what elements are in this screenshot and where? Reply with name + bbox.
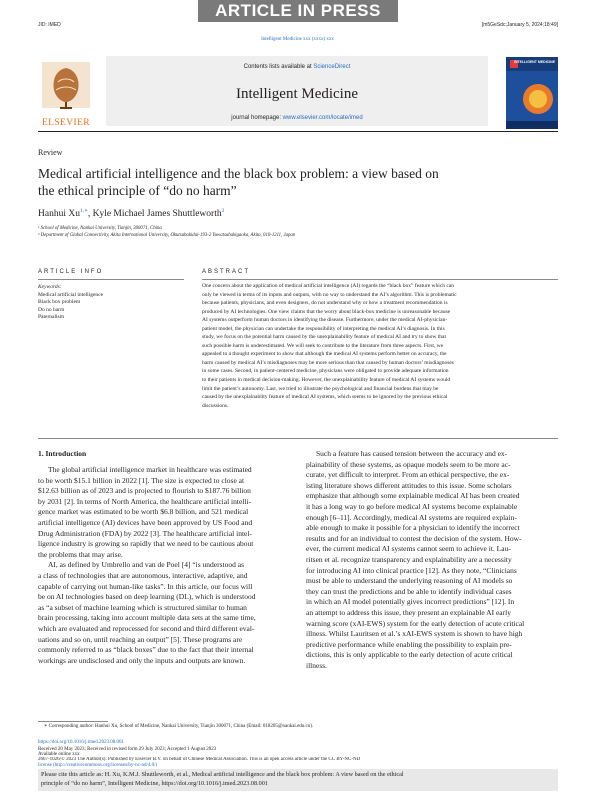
publisher-wordmark: ELSEVIER xyxy=(41,118,91,128)
body-line: commonly referred to as “black boxes” due to the fact that their internal xyxy=(38,645,254,655)
section-heading-introduction: 1. Introduction xyxy=(38,449,87,458)
homepage-line xyxy=(106,114,488,122)
body-line: for introducing AI into clinical practice [12]. As they note, “Clinicians xyxy=(306,565,517,575)
copyright-line: 2667-1026/© 2023 The Author(s). Published by Elsevier B.V. on behalf of Chinese Medical Association. This is an open access article under the CC BY-NC-ND xyxy=(38,757,361,762)
body-line: curate, yet difficult to interpret. From an ethical perspective, the ex- xyxy=(306,470,510,480)
body-line: must be able to understand the underlying reasoning of AI models so xyxy=(306,576,513,586)
body-line: brain processing, taking into account multiple data sets at the same time, xyxy=(38,613,256,623)
body-line: to be worth $15.1 billion in 2022 [1]. The size is expected to close at xyxy=(38,475,245,485)
intro-left-column xyxy=(38,465,290,666)
body-line: a class of technologies that are autonomous, interactive, adaptive, and xyxy=(38,570,248,580)
body-line: illness. xyxy=(306,660,328,670)
body-line: enough [6–11]. Accordingly, medical AI systems are required explain- xyxy=(306,512,517,522)
body-line: ever, the current medical AI systems cannot seem to achieve it. Lau- xyxy=(306,544,511,554)
doi-link[interactable]: https://doi.org/10.1016/j.imed.2023.08.001 xyxy=(38,740,125,745)
body-line: an attempt to address this issue, they present an explainable AI early xyxy=(306,607,511,617)
body-line: The global artificial intelligence market in healthcare was estimated xyxy=(48,465,252,474)
elsevier-logo xyxy=(38,60,94,126)
body-line: in which an AI model potentially gives incorrect predictions” [12]. In xyxy=(306,597,515,607)
body-line: they can trust the predictions and be able to identify individual cases xyxy=(306,586,512,596)
body-line: the problems that may arise. xyxy=(38,549,123,559)
body-line: illness. Whilst Lauritsen et al.’s xAI-EWS system is shown to have high xyxy=(306,629,523,639)
abstract-bottom-rule xyxy=(38,438,558,439)
abstract-line: such possible harm is underestimated. We will seek to contribute to the literature from three aspects. First, we xyxy=(202,342,444,349)
abstract-line: only be viewed in terms of its inputs and outputs, with no way to understand the AI’s algorithm. This is problematic xyxy=(202,291,457,298)
article-info-rule xyxy=(38,279,184,280)
body-line: be on AI technologies based on deep learning (DL), which is understood xyxy=(38,592,256,602)
abstract-line: study, we focus on the potential harm caused by the unexplainability feature of medical AI and try to show that xyxy=(202,334,447,341)
body-line: ligence industry is growing so rapidly that we need to be cautious about xyxy=(38,539,254,549)
title-line-2: the ethical principle of “do no harm” xyxy=(38,183,237,198)
author-2-affil[interactable]: 2 xyxy=(221,208,225,214)
keyword-item: Do no harm xyxy=(38,306,65,313)
abstract-rule xyxy=(202,279,558,280)
body-line: as “a subset of machine learning which is structured similar to human xyxy=(38,602,247,612)
citation-line-1: Please cite this article as: H. Xu, K.M.J. Shuttleworth, et al., Medical artificial intelligence and the black box problem: A view based on the ethical xyxy=(41,771,404,778)
body-line: dictions, this is only applicable to the early detection of acute critical xyxy=(306,650,513,660)
abstract-body xyxy=(202,282,558,410)
body-line: predictive performance while enabling the possibility to explain pre- xyxy=(306,639,512,649)
affiliation-2: ² Department of Global Connectivity, Akita International University, Okutsubakidai-193-2 Yuwatsubakigaoka, Akita, 010-1211, Japan xyxy=(38,232,296,238)
body-line: uations and so on, until reaching an output” [5]. These programs are xyxy=(38,634,243,644)
body-line: $12.63 billion as of 2023 and is projected to flourish to $187.76 billion xyxy=(38,486,251,496)
journal-issue-link[interactable]: Intelligent Medicine xxx (xxxx) xxx xyxy=(261,37,334,42)
keywords-label: Keywords: xyxy=(38,284,62,290)
abstract-line: in some cases. Second, in patient-centered medicine, physicians were obligated to provide adequate information xyxy=(202,368,449,375)
article-in-press-banner: ARTICLE IN PRESS xyxy=(198,0,398,22)
citation-line-2: principle of “do no harm”, Intelligent Medicine, https://doi.org/10.1016/j.imed.2023.08.001 xyxy=(41,779,268,787)
abstract-line: appealed to a thought experiment to show that although the medical AI systems perform better on accuracy, the xyxy=(202,351,447,358)
homepage-prefix: journal homepage: xyxy=(231,115,281,121)
body-line: emphasize that although some explainable medical AI has been created xyxy=(306,491,520,501)
body-line: Such a feature has caused tension between the accuracy and ex- xyxy=(316,449,508,458)
abstract-line: One concern about the application of medical artificial intelligence (AI) regards the “black box” feature which can xyxy=(202,283,454,289)
homepage-link[interactable]: www.elsevier.com/locate/imed xyxy=(282,115,363,121)
abstract-line: patient model, the physician can undertake the responsibility of interpreting the medical AI’s diagnosis. In this xyxy=(202,325,445,332)
license-link[interactable]: license (http://creativecommons.org/licenses/by-nc-nd/4.0/) xyxy=(38,763,158,768)
intro-right-column xyxy=(306,449,558,671)
citation-text xyxy=(41,771,555,788)
body-line: results and for an individual to contest the decision of the system. How- xyxy=(306,533,522,543)
body-line: able enough to make it possible for a physician to identify the incorrect xyxy=(306,523,520,533)
keyword-item: Paternalism xyxy=(38,314,64,320)
body-line: workings are undisclosed and only the inputs and outputs are known. xyxy=(38,655,246,665)
body-line: AI, as defined by Umbrello and van de Poel [4] “is understood as xyxy=(48,560,244,570)
body-line: warning score (xAI-EWS) system for the early detection of acute critical xyxy=(306,618,525,628)
abstract-line: discussions. xyxy=(202,402,229,409)
journal-cover xyxy=(506,57,558,129)
keyword-item: Medical artificial intelligence xyxy=(38,291,104,298)
body-line: it has a long way to go before medical AI systems become explainable xyxy=(306,501,518,511)
abstract-line: harm caused by medical AI’s misdiagnoses may be more serious than that caused by human doctors’ misdiagnoses xyxy=(202,359,454,366)
affiliation-1: ¹ School of Medicine, Nankai University, Tianjin, 300071, China xyxy=(38,226,162,231)
footnote-rule xyxy=(38,721,108,722)
affiliations xyxy=(38,226,295,239)
author-1-affil[interactable]: 1,∗ xyxy=(79,208,88,214)
author-1[interactable]: Hanhui Xu xyxy=(38,209,80,220)
available-online: Available online xxx xyxy=(38,752,80,757)
abstract-line: produced by AI technologies. One view claims that the worry about black-box medicine is unreasonable because xyxy=(202,308,451,315)
keywords-block xyxy=(38,284,184,322)
author-2[interactable]: Kyle Michael James Shuttleworth xyxy=(92,209,222,220)
body-line: artificial intelligence (AI) devices have been approved by US Food and xyxy=(38,517,253,527)
cover-title: INTELLIGENT MEDICINE xyxy=(514,60,556,64)
body-line: which are evaluated and reprocessed for second and third different eval- xyxy=(38,623,255,633)
abstract-line: caused by the unexplainablity feature of medical AI systems, which seems to be ignored by the previous ethical xyxy=(202,394,448,401)
jid-label: JID: IMED xyxy=(38,22,61,28)
journal-name: Intelligent Medicine xyxy=(235,86,359,102)
body-line: gence market was estimated to be worth $6.8 billion, and 521 medical xyxy=(38,507,249,517)
timestamp-label: [m5GeSdc;January 5, 2024;18:49] xyxy=(481,22,558,28)
abstract-line: AI systems outperform human doctors in identifying the disease. Furthermore, under the medical AI-physician- xyxy=(202,317,448,324)
keyword-item: Black box problem xyxy=(38,299,81,305)
body-line: plainability of these systems, as opaque models seem to be more ac- xyxy=(306,459,511,469)
sciencedirect-link[interactable]: ScienceDirect xyxy=(313,64,351,70)
corresponding-author-note: ∗ Corresponding author: Hanhui Xu, School of Medicine, Nankai University, Tianjin 300071, China (Email: 018205@nankai.edu.cn). xyxy=(44,724,314,729)
article-type: Review xyxy=(38,148,63,157)
body-line: capable of carrying out human-like tasks”. In this article, our focus will xyxy=(38,581,253,591)
body-line: Drug Administration (FDA) by 2022 [3]. The healthcare artificial intel- xyxy=(38,528,252,538)
abstract-heading: ABSTRACT xyxy=(202,269,251,275)
abstract-line: to their patients in medical decision-making. However, the unexplainability feature of medical AI systems would xyxy=(202,377,451,384)
article-info-heading: ARTICLE INFO xyxy=(38,269,104,275)
abstract-line: limit the patient’s autonomy. Last, we tried to illustrate the psychological and financial burdens that may be xyxy=(202,385,439,392)
article-title xyxy=(38,165,538,199)
contents-line xyxy=(106,63,488,71)
author-list xyxy=(38,208,224,219)
body-line: isting literature shows different attitudes to this issue. Some scholars xyxy=(306,480,512,490)
abstract-line: because patients, physicians, and even designers, do not understand why or how a treatment recommendation is xyxy=(202,300,448,307)
body-line: ritsen et al. recognize transparency and explainability are a necessity xyxy=(306,554,512,564)
contents-prefix: Contents lists available at xyxy=(243,64,312,70)
received-dates: Received 20 May 2023; Received in revised form 29 July 2023; Accepted 1 August 2023 xyxy=(38,747,217,752)
title-line-1: Medical artificial intelligence and the black box problem: a view based on xyxy=(38,166,439,181)
author-separator: , xyxy=(87,209,93,220)
masthead-rule xyxy=(38,131,558,132)
body-line: by 2031 [2]. In terms of North America, the healthcare artificial intelli- xyxy=(38,496,252,506)
